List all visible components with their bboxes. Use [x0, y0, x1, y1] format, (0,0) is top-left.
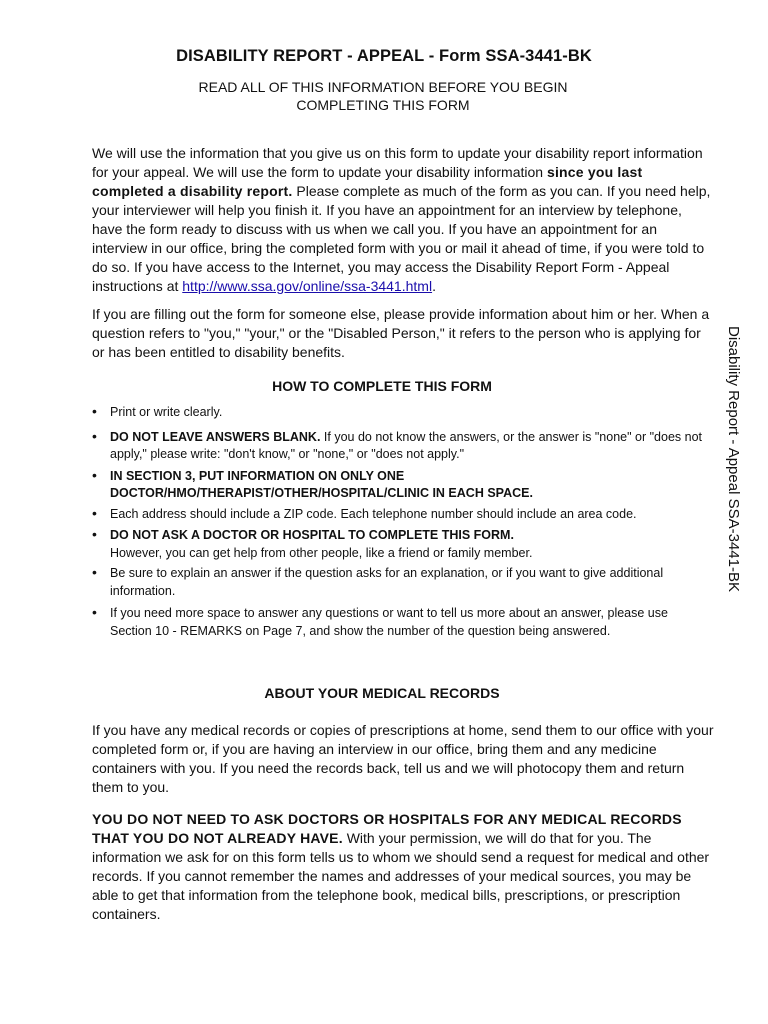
list-item-text: Be sure to explain an answer if the question asks for an explanation, or if you want to give additional information. [110, 566, 664, 598]
list-item [92, 429, 712, 464]
intro-paragraph-1 [92, 144, 714, 296]
subtitle-line-1: READ ALL OF THIS INFORMATION BEFORE YOU BEGIN [198, 79, 568, 95]
intro-text-1: We will use the information that you give us on this form to update your disability report information for your appeal. We will use the form to update your disability information [92, 145, 703, 180]
instructions-list [92, 404, 712, 640]
list-item [92, 468, 712, 503]
list-item [92, 605, 712, 640]
medical-paragraph-2 [92, 810, 714, 924]
subtitle-line-2: COMPLETING THIS FORM [296, 97, 470, 113]
form-title: DISABILITY REPORT - APPEAL - Form SSA-3441-BK [176, 47, 592, 65]
list-item-text: Each address should include a ZIP code. Each telephone number should include an area code. [110, 506, 637, 521]
intro-text-end: . [432, 278, 436, 294]
ssa-instructions-link[interactable]: http://www.ssa.gov/online/ssa-3441.html [182, 278, 433, 294]
medical-bold-text: YOU DO NOT NEED TO ASK DOCTORS OR HOSPITALS FOR ANY MEDICAL RECORDS THAT YOU DO NOT ALREADY HAVE. [92, 811, 682, 846]
intro-paragraph-2: If you are filling out the form for someone else, please provide information about him or her. When a question refers to "you," "your," or the "Disabled Person," it refers to the person who is applying for or has been entitled to disability benefits. [92, 306, 710, 360]
vertical-form-label: Disability Report - Appeal SSA-3441-BK [725, 326, 742, 592]
list-item-text: However, you can get help from other people, like a friend or family member. [110, 545, 533, 560]
list-item-bold: IN SECTION 3, PUT INFORMATION ON ONLY ONE DOCTOR/HMO/THERAPIST/OTHER/HOSPITAL/CLINIC IN EACH SPACE. [110, 468, 533, 500]
list-item-text: If you need more space to answer any questions or want to tell us more about an answer, please use Section 10 - REMARKS on Page 7, and show the number of the question being answered. [110, 606, 668, 638]
bullet-glyph: • [92, 526, 97, 542]
intro-text-2: Please complete as much of the form as you can. If you need help, your interviewer will help you finish it. If you have an appointment for an interview by telephone, have the form ready to discuss with us when we call you. If you have an appointment for an interview in our office, bring the completed form with you or mail it ahead of time, if you were told to do so. If you have access to the Internet, you may access the Disability Report Form - Appeal instructions at [92, 183, 711, 294]
bullet-glyph: • [92, 466, 97, 483]
list-item [92, 404, 712, 422]
intro-bold-text: since you last completed a disability report. [92, 164, 643, 199]
list-item-bold: DO NOT LEAVE ANSWERS BLANK. [110, 429, 321, 444]
bullet-glyph: • [92, 564, 97, 580]
list-item-text: Print or write clearly. [110, 405, 223, 419]
list-item-bold: DO NOT ASK A DOCTOR OR HOSPITAL TO COMPLETE THIS FORM. [110, 528, 514, 542]
how-to-heading: HOW TO COMPLETE THIS FORM [272, 378, 492, 394]
list-item [92, 527, 712, 562]
bullet-glyph: • [92, 427, 97, 444]
bullet-glyph: • [92, 504, 97, 521]
list-item-text: If you do not know the answers, or the answer is "none" or "does not apply," please write: "don't know," or "none," or "does not apply." [110, 429, 703, 461]
list-item [92, 565, 712, 600]
medical-records-heading: ABOUT YOUR MEDICAL RECORDS [264, 685, 500, 701]
bullet-glyph: • [92, 604, 97, 620]
bullet-glyph: • [92, 403, 97, 419]
form-subtitle [150, 78, 616, 114]
medical-paragraph-1: If you have any medical records or copies of prescriptions at home, send them to our office with your completed form or, if you are having an interview in our office, bring them and any medicine containers with you. If you need the records back, tell us and we will photocopy them and return them to you. [92, 722, 714, 795]
list-item [92, 506, 712, 524]
medical-text: With your permission, we will do that for you. The information we ask for on this form tells us to whom we should send a request for medical and other records. If you cannot remember the names and addresses of your medical sources, you may be able to get that information from the telephone book, medical bills, prescriptions, or prescription containers. [92, 830, 710, 922]
